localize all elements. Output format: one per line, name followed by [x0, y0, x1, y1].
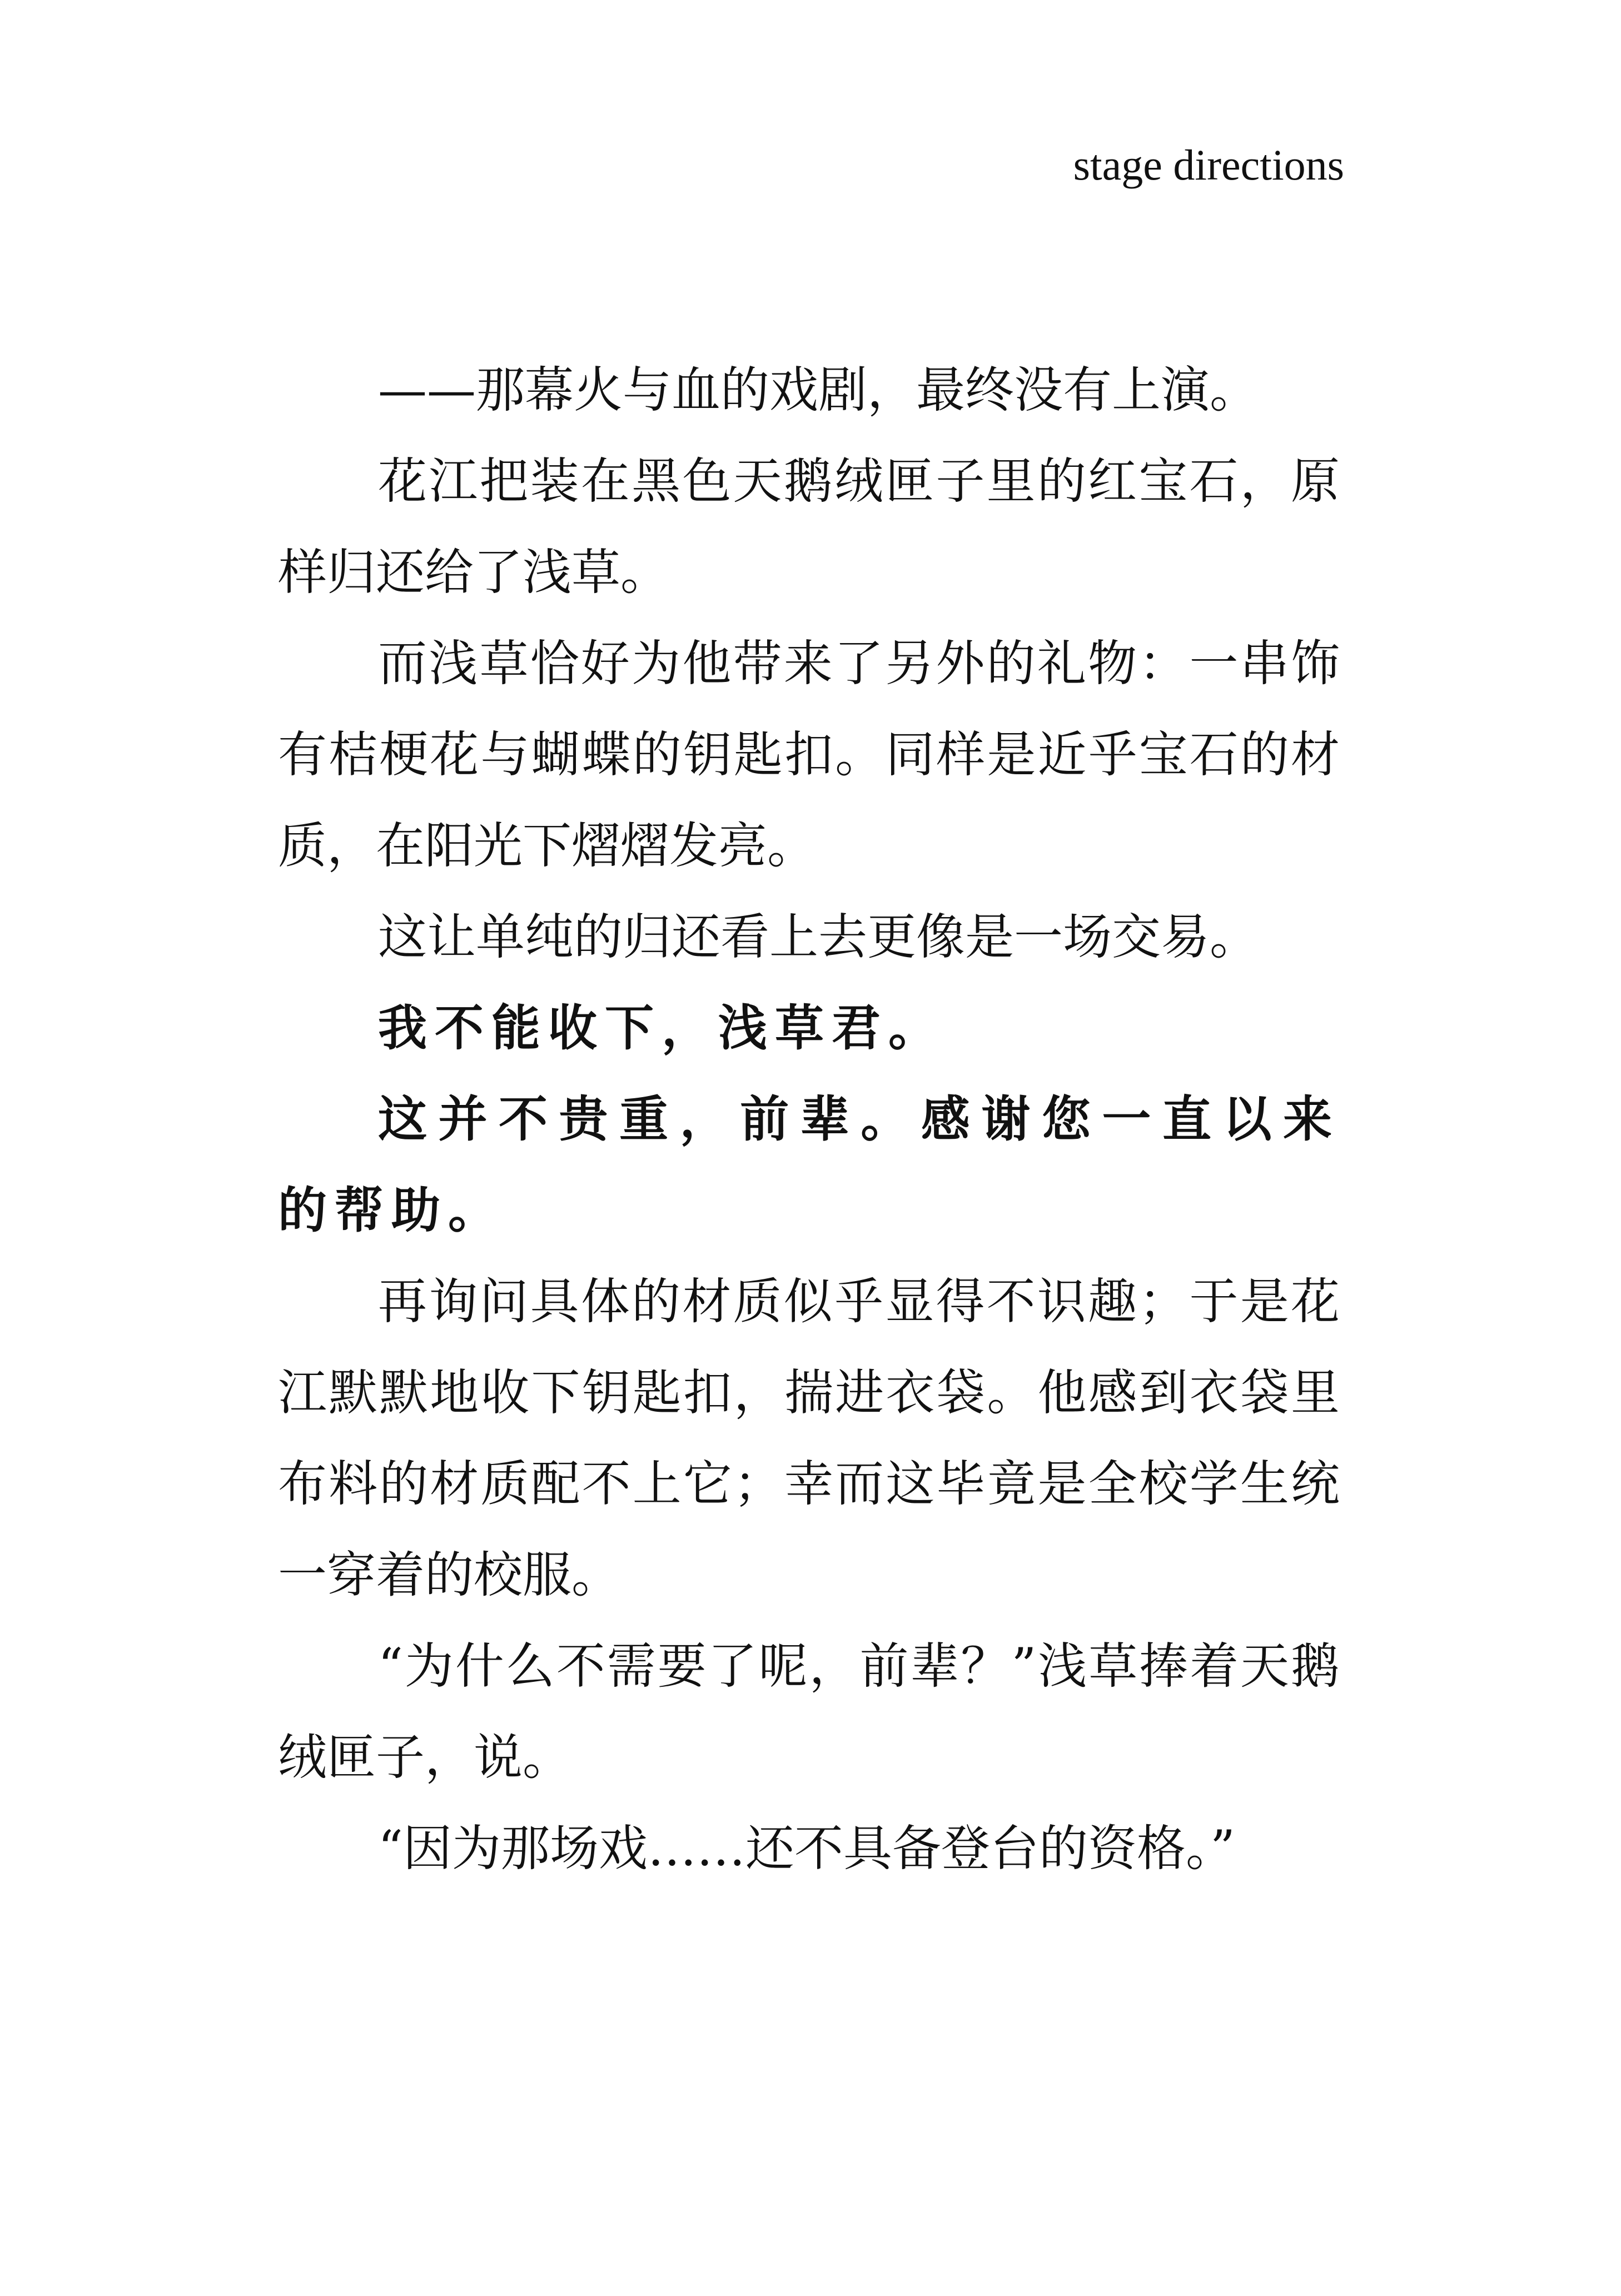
page-header-title: stage directions [1073, 141, 1344, 189]
paragraph-8: “为什么不需要了呢，前辈？”浅草捧着天鹅绒匣子，说。 [278, 1637, 1340, 1786]
paragraph-4: 这让单纯的归还看上去更像是一场交易。 [378, 908, 1259, 965]
document-body [278, 345, 1340, 1894]
paragraph-2: 花江把装在黑色天鹅绒匣子里的红宝石，原样归还给了浅草。 [278, 452, 1340, 601]
paragraph-1: ——那幕火与血的戏剧，最终没有上演。 [378, 361, 1259, 419]
paragraph-6-dialogue: 这并不贵重，前辈。感谢您一直以来的帮助。 [278, 1090, 1340, 1239]
paragraph-7: 再询问具体的材质似乎显得不识趣；于是花江默默地收下钥匙扣，揣进衣袋。他感到衣袋里布料的材质配不上它；幸而这毕竟是全校学生统一穿着的校服。 [278, 1273, 1340, 1603]
paragraph-9: “因为那场戏……还不具备登台的资格。” [378, 1820, 1235, 1877]
paragraph-5-dialogue: 我不能收下，浅草君。 [378, 999, 946, 1057]
paragraph-3: 而浅草恰好为他带来了另外的礼物：一串饰有桔梗花与蝴蝶的钥匙扣。同样是近乎宝石的材质，在阳光下熠熠发亮。 [278, 635, 1340, 874]
